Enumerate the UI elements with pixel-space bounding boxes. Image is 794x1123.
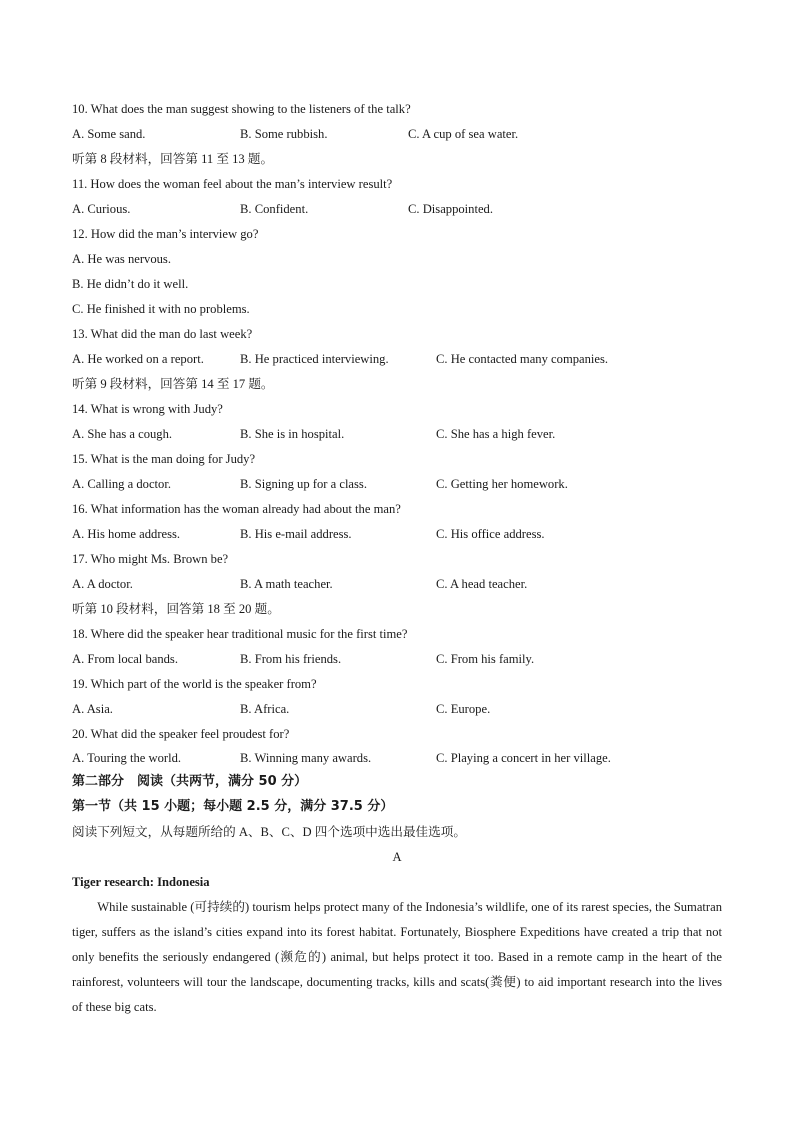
question-12-stem: 12. How did the man’s interview go? bbox=[72, 227, 259, 241]
question-11-options bbox=[72, 201, 722, 217]
option-a: A. A doctor. bbox=[72, 577, 133, 591]
option-a: A. He worked on a report. bbox=[72, 352, 204, 366]
option-b: B. Some rubbish. bbox=[240, 127, 328, 141]
question-13-options bbox=[72, 351, 722, 367]
option-b: B. He practiced interviewing. bbox=[240, 352, 389, 366]
option-c: C. A head teacher. bbox=[436, 577, 528, 591]
question-20-stem: 20. What did the speaker feel proudest for? bbox=[72, 727, 290, 741]
question-20-options bbox=[72, 750, 722, 766]
option-b: B. His e-mail address. bbox=[240, 527, 352, 541]
question-16-stem: 16. What information has the woman already had about the man? bbox=[72, 502, 401, 516]
section-10-instruction: 听第 10 段材料，回答第 18 至 20 题。 bbox=[72, 602, 280, 616]
question-18-options bbox=[72, 651, 722, 667]
question-14-options bbox=[72, 426, 722, 442]
option-c: C. Getting her homework. bbox=[436, 477, 568, 491]
section-9-instruction: 听第 9 段材料，回答第 14 至 17 题。 bbox=[72, 377, 274, 391]
option-a: A. Asia. bbox=[72, 702, 113, 716]
option-b: B. Signing up for a class. bbox=[240, 477, 367, 491]
question-12-option-a: A. He was nervous. bbox=[72, 252, 171, 266]
question-15-stem: 15. What is the man doing for Judy? bbox=[72, 452, 256, 466]
question-14-stem: 14. What is wrong with Judy? bbox=[72, 402, 223, 416]
question-12-option-b: B. He didn’t do it well. bbox=[72, 277, 189, 291]
option-b: B. She is in hospital. bbox=[240, 427, 345, 441]
question-19-options bbox=[72, 701, 722, 717]
option-c: C. A cup of sea water. bbox=[408, 127, 519, 141]
option-a: A. His home address. bbox=[72, 527, 181, 541]
option-a: A. She has a cough. bbox=[72, 427, 173, 441]
option-c: C. His office address. bbox=[436, 527, 545, 541]
question-11-stem: 11. How does the woman feel about the man’s interview result? bbox=[72, 177, 393, 191]
question-15-options bbox=[72, 476, 722, 492]
option-c: C. She has a high fever. bbox=[436, 427, 556, 441]
reading-instruction: 阅读下列短文，从每题所给的 A、B、C、D 四个选项中选出最佳选项。 bbox=[72, 825, 466, 839]
option-c: C. Europe. bbox=[436, 702, 491, 716]
question-10-stem: 10. What does the man suggest showing to the listeners of the talk? bbox=[72, 102, 411, 116]
question-13-stem: 13. What did the man do last week? bbox=[72, 327, 253, 341]
option-a: A. Touring the world. bbox=[72, 751, 182, 765]
passage-paragraph: While sustainable (可持续的) tourism helps protect many of the Indonesia’s wildlife, one of its rarest species, the Sumatran tiger, suffers as the island’s cities expand into its forest habitat. Fortunately, Biosphere Expeditions have created a trip that not only benefits the seriously endangered (濒危的) animal, but helps protect it too. Based in a remote camp in the heart of the rainforest, volunteers will tour the landscape, documenting tracks, kills and scats(粪便) to aid important research into the lives of these big cats. bbox=[72, 900, 722, 1014]
passage-title: Tiger research: Indonesia bbox=[72, 875, 210, 889]
option-c: C. Disappointed. bbox=[408, 202, 494, 216]
option-b: B. Winning many awards. bbox=[240, 751, 372, 765]
option-a: A. Some sand. bbox=[72, 127, 146, 141]
question-10-options bbox=[72, 126, 722, 142]
option-a: A. Curious. bbox=[72, 202, 131, 216]
question-19-stem: 19. Which part of the world is the speaker from? bbox=[72, 677, 317, 691]
part-2-heading: 第二部分 阅读（共两节，满分 50 分） bbox=[72, 774, 308, 789]
passage-letter: A bbox=[392, 850, 402, 864]
option-c: C. Playing a concert in her village. bbox=[436, 751, 611, 765]
question-16-options bbox=[72, 526, 722, 542]
question-17-stem: 17. Who might Ms. Brown be? bbox=[72, 552, 229, 566]
option-b: B. A math teacher. bbox=[240, 577, 333, 591]
question-17-options bbox=[72, 576, 722, 592]
option-c: C. From his family. bbox=[436, 652, 535, 666]
option-a: A. From local bands. bbox=[72, 652, 178, 666]
question-18-stem: 18. Where did the speaker hear traditional music for the first time? bbox=[72, 627, 408, 641]
section-1-heading: 第一节（共 15 小题；每小题 2.5 分，满分 37.5 分） bbox=[72, 799, 394, 814]
option-a: A. Calling a doctor. bbox=[72, 477, 171, 491]
section-8-instruction: 听第 8 段材料，回答第 11 至 13 题。 bbox=[72, 152, 274, 166]
question-12-option-c: C. He finished it with no problems. bbox=[72, 302, 250, 316]
option-c: C. He contacted many companies. bbox=[436, 352, 609, 366]
option-b: B. Africa. bbox=[240, 702, 290, 716]
option-b: B. Confident. bbox=[240, 202, 309, 216]
option-b: B. From his friends. bbox=[240, 652, 342, 666]
